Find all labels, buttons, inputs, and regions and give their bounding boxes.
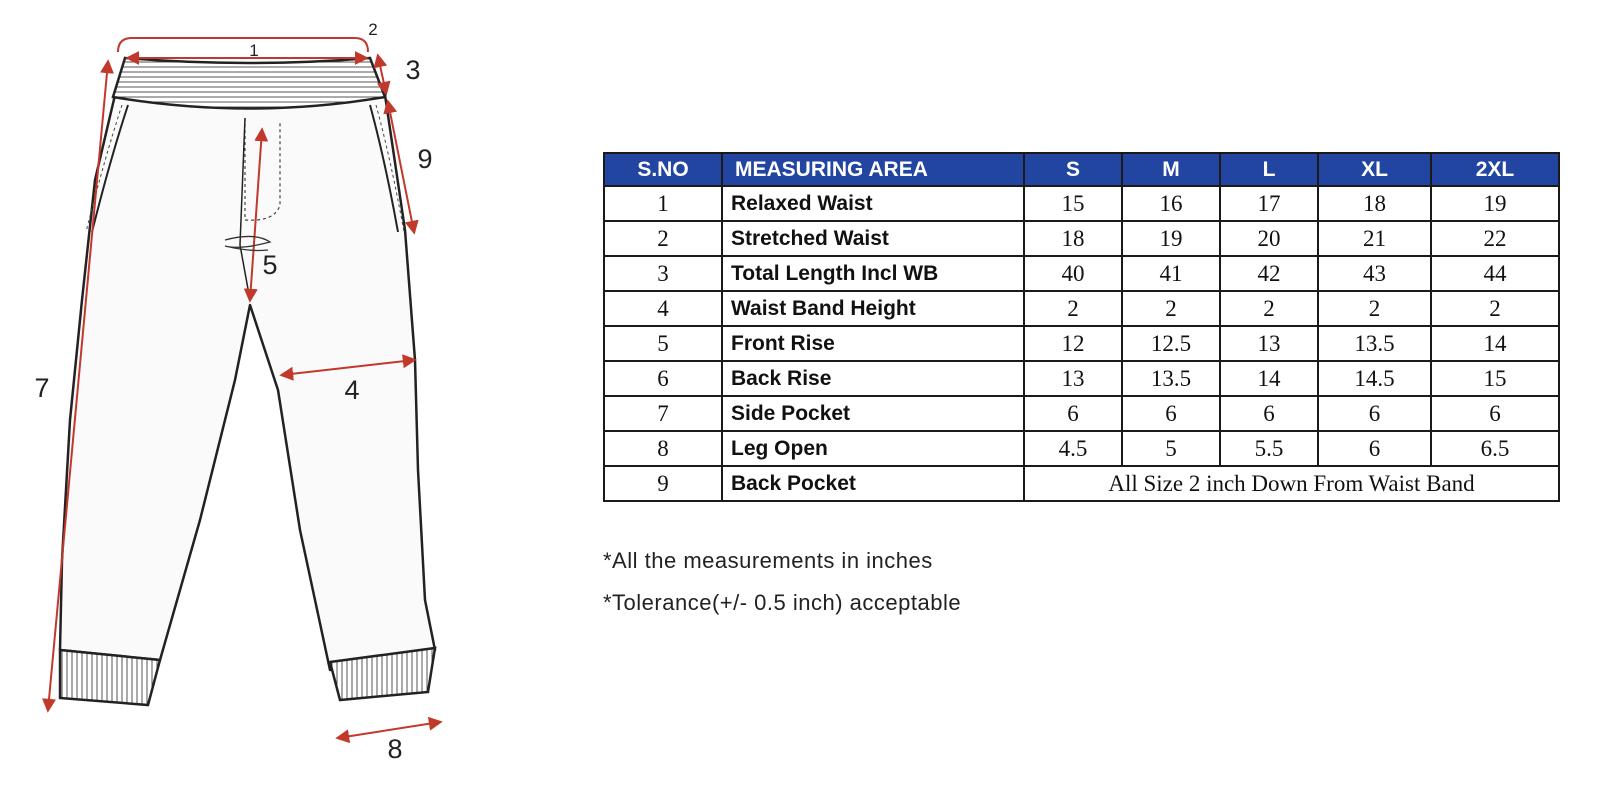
row-number-cell: 9 xyxy=(604,466,722,501)
size-2xl-cell: 22 xyxy=(1431,221,1559,256)
size-m-cell: 6 xyxy=(1122,396,1220,431)
size-2xl-cell: 19 xyxy=(1431,186,1559,221)
row-number-cell: 8 xyxy=(604,431,722,466)
row-number-cell: 7 xyxy=(604,396,722,431)
size-m-cell: 19 xyxy=(1122,221,1220,256)
size-l-cell: 2 xyxy=(1220,291,1318,326)
size-2xl-cell: 6.5 xyxy=(1431,431,1559,466)
measure-1-bracket xyxy=(118,38,368,52)
callout-5: 5 xyxy=(262,250,278,280)
size-m-cell: 13.5 xyxy=(1122,361,1220,396)
callout-7: 7 xyxy=(34,373,50,403)
note-units: *All the measurements in inches xyxy=(603,548,933,573)
row-number-cell: 5 xyxy=(604,326,722,361)
pants-measurement-diagram xyxy=(0,0,560,785)
table-row xyxy=(604,256,1559,291)
size-m-cell: 2 xyxy=(1122,291,1220,326)
measuring-area-cell: Side Pocket xyxy=(722,396,1024,431)
size-m-cell: 16 xyxy=(1122,186,1220,221)
measuring-area-cell: Total Length Incl WB xyxy=(722,256,1024,291)
measuring-area-cell: Front Rise xyxy=(722,326,1024,361)
waistband xyxy=(113,58,385,109)
size-xl-cell: 13.5 xyxy=(1318,326,1431,361)
size-m-cell: 5 xyxy=(1122,431,1220,466)
table-header-row xyxy=(604,153,1559,186)
row-number-cell: 4 xyxy=(604,291,722,326)
note-tolerance: *Tolerance(+/- 0.5 inch) acceptable xyxy=(603,590,962,615)
measuring-area-cell: Waist Band Height xyxy=(722,291,1024,326)
size-l-cell: 5.5 xyxy=(1220,431,1318,466)
size-l-cell: 13 xyxy=(1220,326,1318,361)
size-xl-cell: 2 xyxy=(1318,291,1431,326)
callout-2: 2 xyxy=(368,20,378,39)
size-s-cell: 13 xyxy=(1024,361,1122,396)
size-s-cell: 18 xyxy=(1024,221,1122,256)
header-size-s: S xyxy=(1024,153,1122,186)
size-l-cell: 42 xyxy=(1220,256,1318,291)
size-l-cell: 17 xyxy=(1220,186,1318,221)
row-number-cell: 6 xyxy=(604,361,722,396)
size-2xl-cell: 15 xyxy=(1431,361,1559,396)
size-xl-cell: 6 xyxy=(1318,396,1431,431)
callout-9: 9 xyxy=(417,144,433,174)
row-number-cell: 3 xyxy=(604,256,722,291)
size-xl-cell: 14.5 xyxy=(1318,361,1431,396)
table-row xyxy=(604,396,1559,431)
row-number-cell: 2 xyxy=(604,221,722,256)
callout-8: 8 xyxy=(387,734,403,764)
size-s-cell: 2 xyxy=(1024,291,1122,326)
callout-3: 3 xyxy=(405,55,421,85)
measuring-area-cell: Leg Open xyxy=(722,431,1024,466)
table-row xyxy=(604,431,1559,466)
table-body xyxy=(604,186,1559,501)
size-l-cell: 20 xyxy=(1220,221,1318,256)
size-s-cell: 4.5 xyxy=(1024,431,1122,466)
size-m-cell: 12.5 xyxy=(1122,326,1220,361)
size-s-cell: 6 xyxy=(1024,396,1122,431)
size-xl-cell: 18 xyxy=(1318,186,1431,221)
header-sno: S.NO xyxy=(604,153,722,186)
measuring-area-cell: Relaxed Waist xyxy=(722,186,1024,221)
table-row xyxy=(604,291,1559,326)
measuring-area-cell: Back Pocket xyxy=(722,466,1024,501)
table-row xyxy=(604,221,1559,256)
size-2xl-cell: 6 xyxy=(1431,396,1559,431)
table-row xyxy=(604,326,1559,361)
header-size-2xl: 2XL xyxy=(1431,153,1559,186)
size-l-cell: 6 xyxy=(1220,396,1318,431)
table-row xyxy=(604,186,1559,221)
row-number-cell: 1 xyxy=(604,186,722,221)
merged-size-cell: All Size 2 inch Down From Waist Band xyxy=(1024,466,1559,501)
size-2xl-cell: 2 xyxy=(1431,291,1559,326)
size-chart-table xyxy=(603,152,1560,502)
header-measuring-area: MEASURING AREA xyxy=(722,153,1024,186)
pants-outline xyxy=(60,95,435,670)
size-l-cell: 14 xyxy=(1220,361,1318,396)
table-row xyxy=(604,361,1559,396)
callout-4: 4 xyxy=(344,375,360,405)
size-xl-cell: 6 xyxy=(1318,431,1431,466)
size-xl-cell: 21 xyxy=(1318,221,1431,256)
size-2xl-cell: 44 xyxy=(1431,256,1559,291)
table-row xyxy=(604,466,1559,501)
size-2xl-cell: 14 xyxy=(1431,326,1559,361)
header-size-m: M xyxy=(1122,153,1220,186)
size-m-cell: 41 xyxy=(1122,256,1220,291)
size-s-cell: 40 xyxy=(1024,256,1122,291)
left-cuff xyxy=(60,650,160,705)
callout-1: 1 xyxy=(249,41,259,60)
measuring-area-cell: Back Rise xyxy=(722,361,1024,396)
measuring-area-cell: Stretched Waist xyxy=(722,221,1024,256)
header-size-l: L xyxy=(1220,153,1318,186)
size-s-cell: 15 xyxy=(1024,186,1122,221)
size-s-cell: 12 xyxy=(1024,326,1122,361)
size-xl-cell: 43 xyxy=(1318,256,1431,291)
header-size-xl: XL xyxy=(1318,153,1431,186)
